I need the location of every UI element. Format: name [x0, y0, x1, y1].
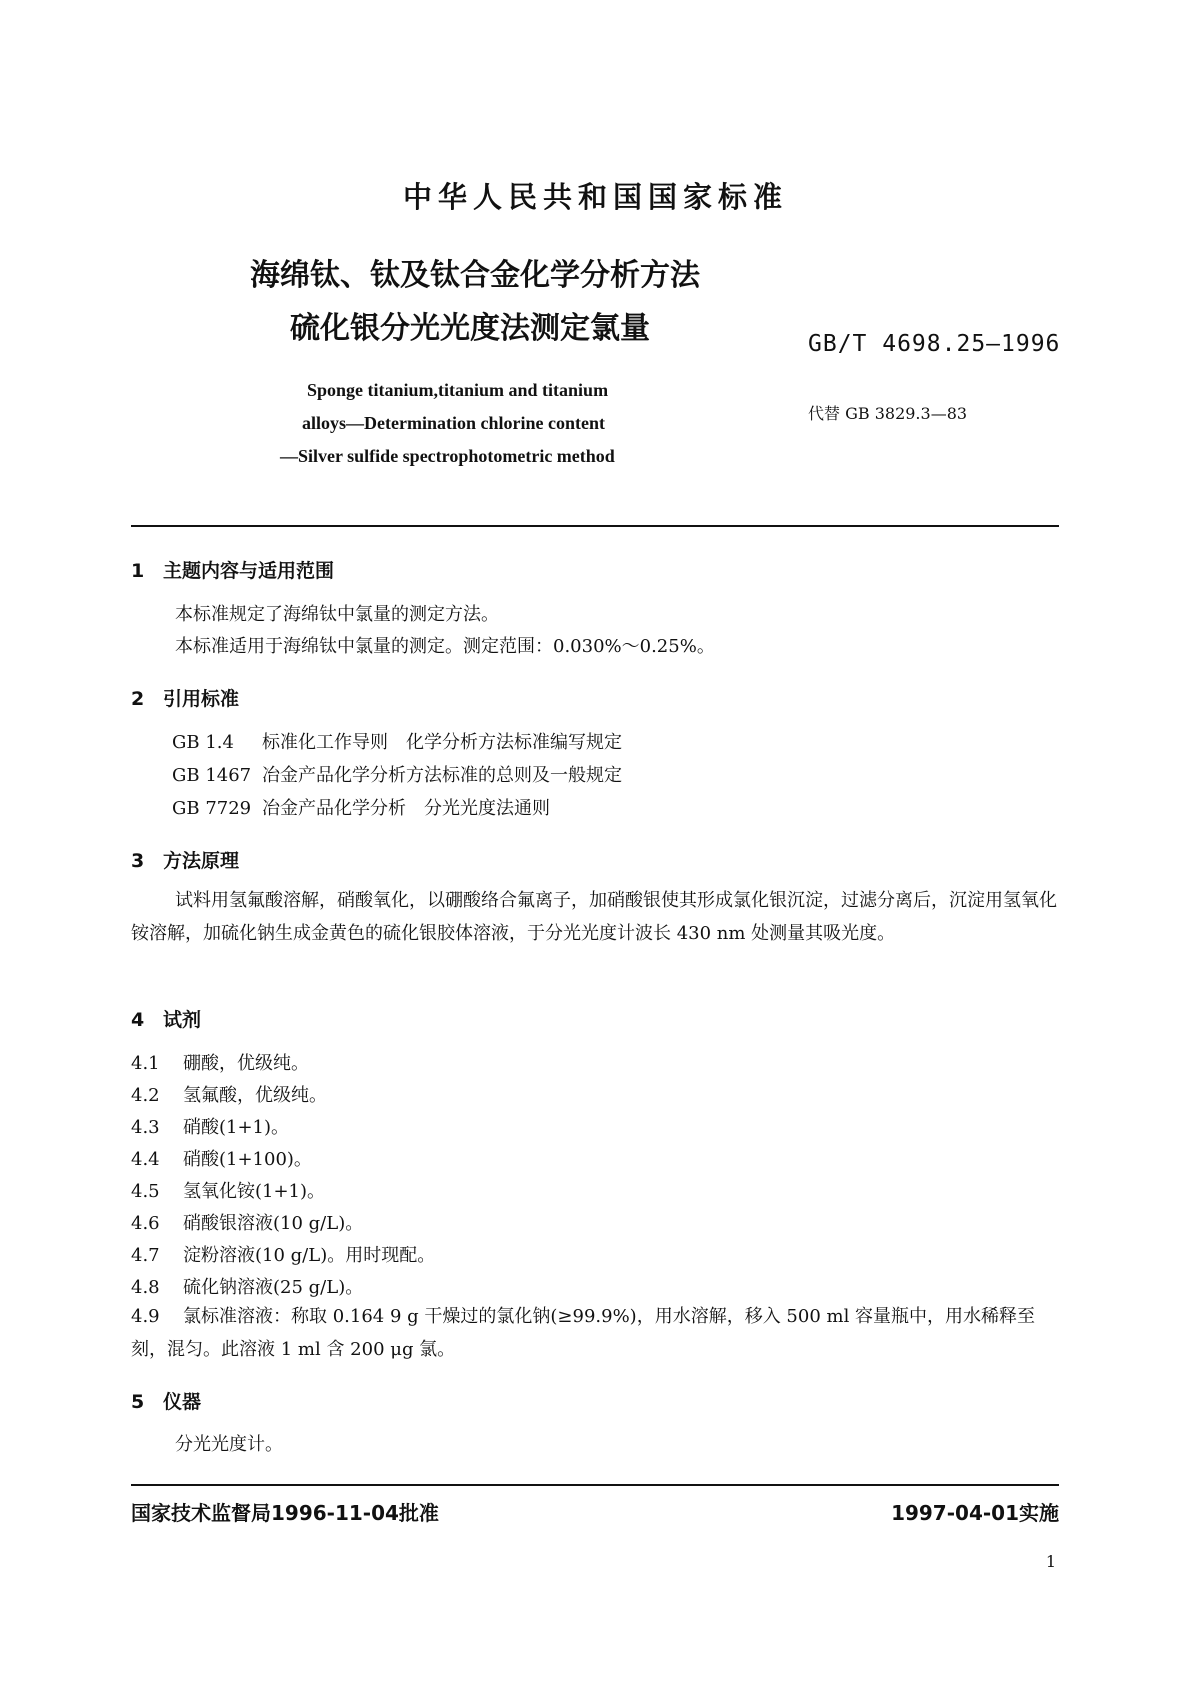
section-1-heading: 1 主题内容与适用范围 [131, 560, 335, 582]
reagent-item: 4.7 淀粉溶液(10 g/L)。用时现配。 [131, 1245, 436, 1266]
section-5-paragraph: 分光光度计。 [175, 1434, 283, 1455]
reagent-item: 4.6 硝酸银溶液(10 g/L)。 [131, 1213, 364, 1234]
reagent-item: 4.1 硼酸，优级纯。 [131, 1053, 309, 1074]
english-title-line-3: —Silver sulfide spectrophotometric method [280, 446, 615, 466]
section-1-paragraph-2: 本标准适用于海绵钛中氯量的测定。测定范围：0.030%～0.25%。 [175, 636, 715, 657]
page-number: 1 [1045, 1552, 1056, 1571]
section-4-heading: 4 试剂 [131, 1009, 202, 1031]
reference-item: GB 1.4 标准化工作导则 化学分析方法标准编写规定 [172, 732, 622, 753]
reference-item: GB 1467 冶金产品化学分析方法标准的总则及一般规定 [172, 765, 622, 786]
national-standard-heading: 中华人民共和国国家标准 [402, 180, 788, 214]
english-title-line-2: alloys—Determination chlorine content [302, 413, 605, 433]
section-1-paragraph-1: 本标准规定了海绵钛中氯量的测定方法。 [175, 604, 499, 625]
reagent-item: 4.4 硝酸(1+100)。 [131, 1149, 312, 1170]
document-title-line-2: 硫化银分光光度法测定氯量 [290, 311, 650, 346]
reagent-item: 4.8 硫化钠溶液(25 g/L)。 [131, 1277, 364, 1298]
header-divider [131, 525, 1059, 527]
reagent-item: 4.2 氢氟酸，优级纯。 [131, 1085, 327, 1106]
standard-code: GB/T 4698.25—1996 [808, 331, 1061, 357]
reference-item: GB 7729 冶金产品化学分析 分光光度法通则 [172, 798, 550, 819]
reagent-item-4-9: 4.9 氯标准溶液：称取 0.164 9 g 干燥过的氯化钠(≥99.9%)，用水溶解，移入 500 ml 容量瓶中，用水稀释至刻，混匀。此溶液 1 ml 含 200 μg 氯。 [131, 1306, 1036, 1360]
approval-date: 国家技术监督局1996-11-04批准 [131, 1501, 439, 1525]
reagent-item: 4.5 氢氧化铵(1+1)。 [131, 1181, 326, 1202]
footer-divider [131, 1484, 1059, 1486]
replaces-standard: 代替 GB 3829.3—83 [808, 404, 968, 423]
section-3-heading: 3 方法原理 [131, 850, 240, 872]
section-2-heading: 2 引用标准 [131, 688, 240, 710]
reagent-item: 4.3 硝酸(1+1)。 [131, 1117, 290, 1138]
section-5-heading: 5 仪器 [131, 1391, 202, 1413]
english-title-line-1: Sponge titanium,titanium and titanium [307, 380, 609, 400]
implementation-date: 1997-04-01实施 [891, 1501, 1059, 1525]
section-3-paragraph: 试料用氢氟酸溶解，硝酸氧化，以硼酸络合氟离子，加硝酸银使其形成氯化银沉淀，过滤分离后，沉淀用氢氧化铵溶解，加硫化钠生成金黄色的硫化银胶体溶液，于分光光度计波长 430 nm 处测量其吸光度。 [131, 890, 1057, 944]
document-title-line-1: 海绵钛、钛及钛合金化学分析方法 [250, 258, 700, 293]
